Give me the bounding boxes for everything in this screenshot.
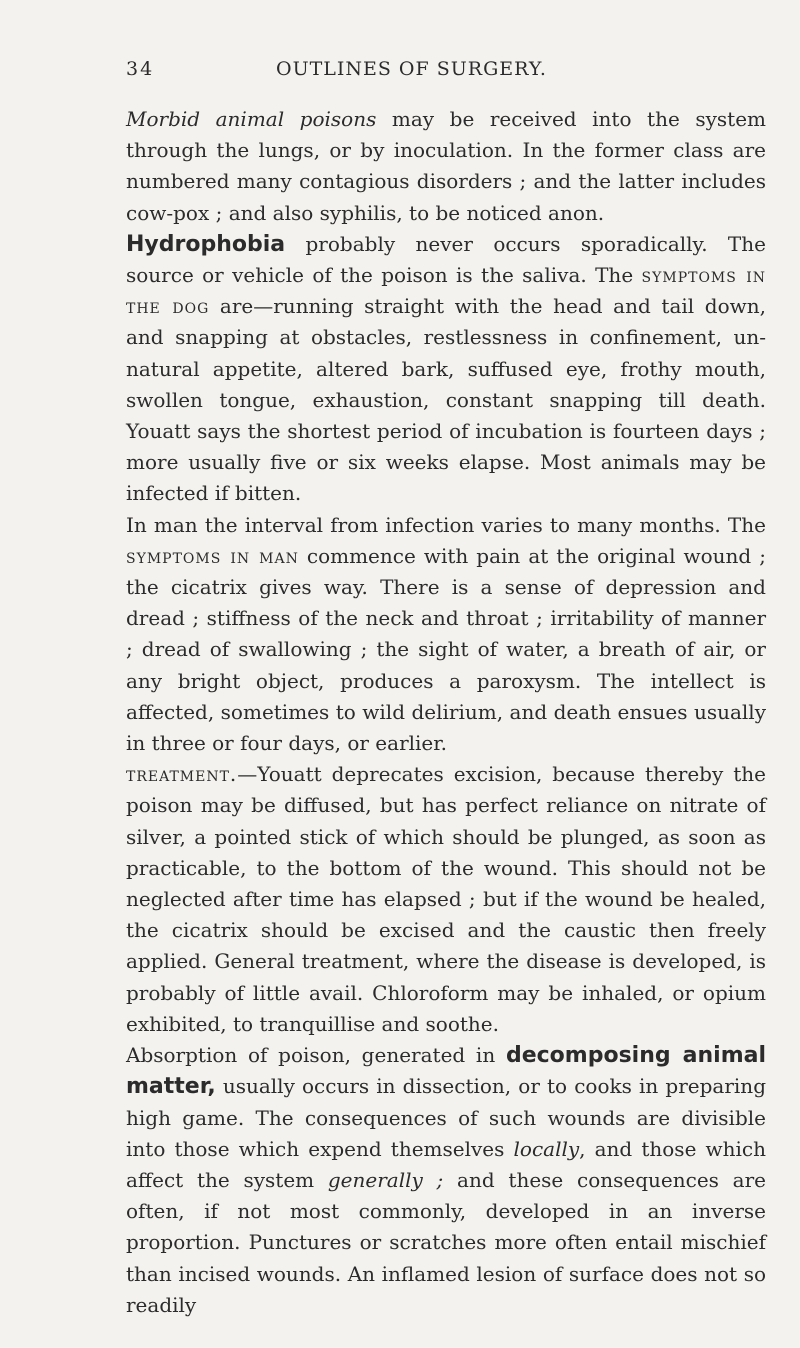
- paragraph-text: , and those which affect the system: [126, 1136, 766, 1192]
- page-number: 34: [126, 58, 155, 80]
- paragraph-text: are—running straight with the head and tail down, and snapping at obstacles, restlessness in confinement, un-natural appetite, altered bark, suffused eye, frothy mouth, swollen tongue, exhaustion, constant snapping till death. Youatt says the shortest period of incubation is fourteen days ; more usually five or six weeks elapse. Most animals may be infected if bitten.: [126, 294, 766, 506]
- page-header: [126, 58, 766, 86]
- locally-term: locally: [513, 1136, 580, 1161]
- paragraph-morbid-poisons: [126, 104, 766, 229]
- decomposing-matter-heading: decomposing animal matter,: [126, 1043, 767, 1100]
- running-title: OUTLINES OF SURGERY.: [276, 58, 547, 80]
- paragraph-text: —Youatt deprecates excision, because thereby the poison may be diffused, but has perfect reliance on nitrate of silver, a pointed stick of which should be plunged, as soon as practicable, to the bottom of the wound. This should not be neglected after time has elapsed ; but if the wound be healed, the cicatrix should be excised and the caustic then freely applied. General treatment, where the disease is developed, is probably of little avail. Chloroform may be inhaled, or opium exhibited, to tranquillise and soothe.: [126, 762, 766, 1036]
- paragraph-text: and these consequences are often, if not most commonly, developed in an inverse proportion. Punctures or scratches more often entail mischief than incised wounds. An inflamed lesion of surface does not so readily: [126, 1167, 766, 1317]
- symptoms-in-man-term: symptoms in man: [126, 543, 299, 568]
- paragraph-treatment: [126, 759, 766, 1040]
- hydrophobia-heading: Hydrophobia: [126, 231, 286, 257]
- paragraph-text: probably never occurs sporadically. The source or vehicle of the poison is the saliva. The: [126, 231, 766, 288]
- treatment-term: treatment.: [126, 762, 238, 787]
- body-text: [126, 104, 766, 1321]
- paragraph-hydrophobia: [126, 229, 766, 510]
- paragraph-text: In man the interval from infection varies to many months. The: [126, 512, 766, 537]
- paragraph-symptoms-man: [126, 510, 766, 760]
- paragraph-text: may be received into the system through the lungs, or by inoculation. In the former class are numbered many contagious disorders ; and the latter includes cow-pox ; and also syphilis, to be noticed anon.: [126, 107, 766, 225]
- paragraph-decomposing-matter: [126, 1040, 766, 1321]
- paragraph-text: usually occurs in dissection, or to cooks in preparing high game. The consequences of such wounds are divisible into those which expend themselves: [126, 1074, 766, 1161]
- generally-term: generally ;: [327, 1167, 444, 1192]
- symptoms-in-dog-term: symptoms in the dog: [126, 263, 767, 319]
- morbid-poisons-term: Morbid animal poisons: [126, 107, 377, 131]
- paragraph-text: commence with pain at the original wound ; the cicatrix gives way. There is a sense of depression and dread ; stiffness of the neck and throat ; irritability of manner ; dread of swallowing ; the sight of water, a breath of air, or any bright object, produces a paroxysm. The intellect is affected, sometimes to wild delirium, and death ensues usually in three or four days, or earlier.: [126, 543, 766, 756]
- paragraph-text: Absorption of poison, generated in: [126, 1043, 506, 1068]
